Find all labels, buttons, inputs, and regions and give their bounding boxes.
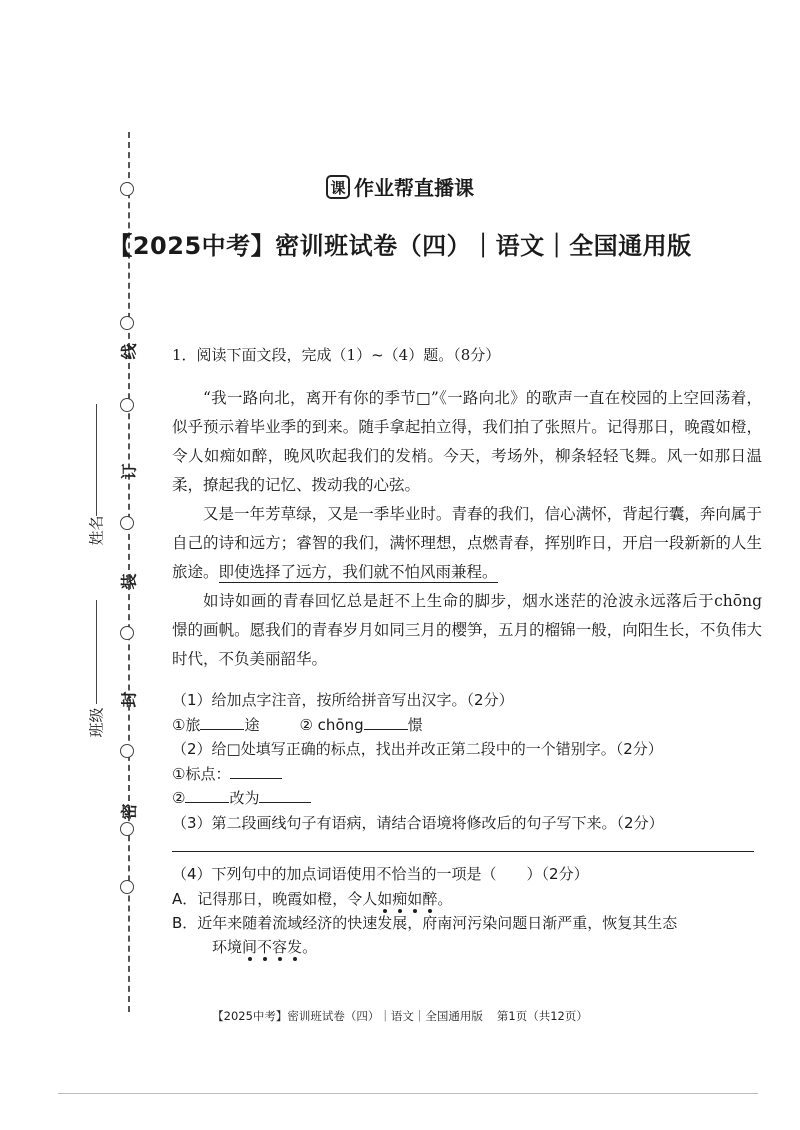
binding-label-ding: 订: [119, 463, 139, 480]
bottom-rule: [58, 1093, 758, 1094]
binding-label-zhuang: 装: [119, 573, 139, 590]
binding-circle: [120, 744, 134, 758]
answer-1b-blank[interactable]: [364, 715, 408, 730]
binding-circle: [120, 626, 134, 640]
answer-2b-blank-2[interactable]: [259, 788, 311, 803]
binding-label-xian: 线: [119, 343, 139, 360]
binding-circle: [120, 516, 134, 530]
question-block: [172, 344, 762, 959]
option-b-continued: [172, 935, 762, 959]
class-field-line: [96, 600, 97, 704]
binding-label-mi: 密: [119, 803, 139, 820]
passage-paragraph-3: 如诗如画的青春回忆总是赶不上生命的脚步，烟水迷茫的沧波永远落后于chōng憬的画帆。愿我们的青春岁月如同三月的樱笋，五月的榴锦一般，向阳生长，不负伟大时代，不负美丽韶华。: [172, 592, 762, 668]
answer-2b-label: ②: [172, 789, 186, 807]
brand-header: [0, 172, 800, 201]
sub-question-4: （4）下列句中的加点词语使用不恰当的一项是（ ）（2分）: [172, 865, 589, 883]
binding-circle: [120, 822, 134, 836]
class-label: 班级: [87, 707, 106, 738]
name-label: 姓名: [87, 515, 106, 546]
option-a-text: A．记得那日，晚霞如橙，令人: [172, 889, 378, 908]
option-b-end: 。: [302, 937, 318, 956]
brand-name: 作业帮直播课: [354, 176, 474, 200]
paragraph-2-text: 又是一年芳草绿，又是一季毕业时。青春的我们，信心满怀，背起行囊，奔向属于自己的诗和远方；睿智的我们，满怀理想，点燃青春，挥别昨日，开启一段新新的人生旅途。: [172, 505, 762, 581]
option-a: [172, 887, 762, 911]
brand-logo-icon: 课: [326, 175, 350, 199]
option-b-dotted-word: 间不容发: [242, 937, 303, 956]
answer-2a-blank[interactable]: [230, 764, 282, 779]
page-number: 第1页（共12页）: [496, 1009, 588, 1023]
answer-1a-post: 途: [244, 715, 260, 734]
option-b-text: 环境: [212, 937, 243, 956]
answer-2a-label: ①标点：: [172, 764, 231, 783]
answer-1a-blank[interactable]: [200, 715, 244, 730]
answer-2b-mid: 改为: [229, 789, 260, 807]
sub-question-1-answers: [172, 713, 762, 738]
sub-question-3: （3）第二段画线句子有语病，请结合语境将修改后的句子写下来。（2分）: [172, 813, 664, 832]
binding-circle: [120, 398, 134, 412]
option-a-end: 。: [437, 889, 453, 908]
binding-circle: [120, 316, 134, 330]
answer-1b-label: ② chōng: [299, 715, 364, 734]
option-a-dotted-word: 如痴如醉: [377, 889, 438, 908]
sub-question-1: （1）给加点字注音，按所给拼音写出汉字。（2分）: [172, 691, 514, 709]
answer-1b-post: 憬: [407, 715, 423, 734]
passage-paragraph-2: [172, 500, 762, 587]
page-footer: [0, 1008, 800, 1024]
sub-question-2-answer-a: [172, 762, 762, 787]
answer-2b-blank-1[interactable]: [185, 788, 229, 803]
option-b: B．近年来随着流域经济的快速发展，府南河污染问题日渐严重，恢复其生态: [172, 913, 678, 932]
name-field-line: [96, 404, 97, 516]
sub-question-2-answer-b: [172, 786, 762, 811]
answer-3-line[interactable]: [172, 841, 754, 852]
underlined-sentence: 即使选择了远方，我们就不怕风雨兼程。: [218, 563, 498, 581]
question-head: 1．阅读下面文段，完成（1）~（4）题。（8分）: [172, 346, 501, 364]
binding-circle: [120, 880, 134, 894]
binding-label-feng: 封: [119, 691, 139, 708]
answer-1a-label: ①旅: [172, 715, 201, 734]
sub-question-2: （2）给□处填写正确的标点，找出并改正第二段中的一个错别字。（2分）: [172, 740, 663, 758]
passage-paragraph-1: “我一路向北，离开有你的季节□”《一路向北》的歌声一直在校园的上空回荡着，似乎预示着毕业季的到来。随手拿起拍立得，我们拍了张照片。记得那日，晚霞如橙，令人如痴如醉，晚风吹起我们的发梢。今天，考场外，柳条轻轻飞舞。风一如那日温柔，撩起我的记忆、拨动我的心弦。: [172, 389, 762, 494]
footer-title: 【2025中考】密训班试卷（四）｜语文｜全国通用版: [212, 1009, 483, 1023]
exam-title: 【2025中考】密训班试卷（四）｜语文｜全国通用版: [108, 232, 692, 260]
